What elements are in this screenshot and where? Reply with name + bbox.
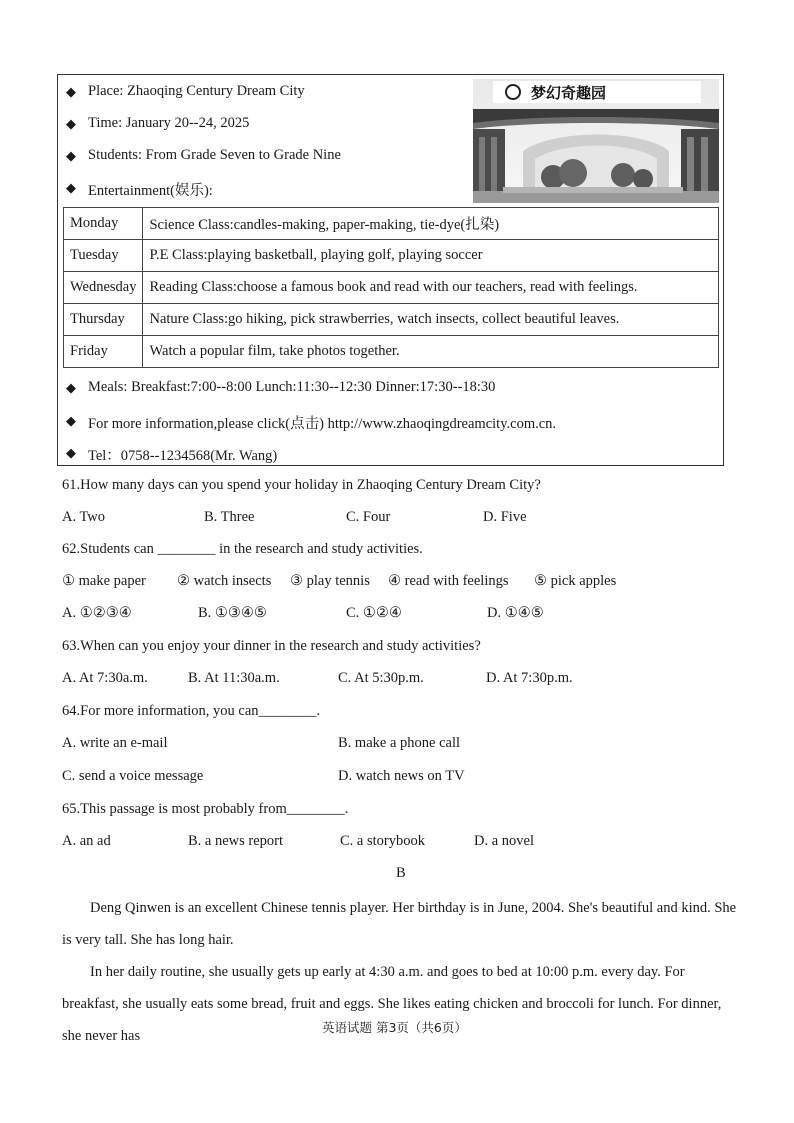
- activity-cell: Watch a popular film, take photos together.: [143, 336, 719, 368]
- passage-paragraph-2: In her daily routine, she usually gets up early at 4:30 a.m. and goes to bed at 10:00 p.m. every day. For breakfast, she usually eats some bread, fruit and eggs. She likes eating chicken and broccoli for lunch. For dinner, she never has: [62, 964, 722, 1044]
- bullet-icon: ◆: [66, 148, 76, 163]
- q62-item: ④ read with feelings: [388, 573, 509, 589]
- q65-option-d: D. a novel: [474, 833, 534, 849]
- activity-cell: Science Class:candles-making, paper-making, tie-dye(扎染): [143, 208, 719, 240]
- table-row: [64, 208, 719, 240]
- passage-paragraph-1: Deng Qinwen is an excellent Chinese tennis player. Her birthday is in June, 2004. She's beautiful and kind. She is very tall. She has long hair.: [62, 900, 737, 948]
- bullet-icon: ◆: [66, 180, 76, 195]
- q62-option-a: A. ①②③④: [62, 605, 132, 621]
- photo-sign-text: 梦幻奇趣园: [531, 84, 607, 102]
- q61-option-d: D. Five: [483, 509, 527, 525]
- meals-line: Meals: Breakfast:7:00--8:00 Lunch:11:30--12:30 Dinner:17:30--18:30: [88, 379, 496, 395]
- activity-cell: Reading Class:choose a famous book and read with our teachers, read with feelings.: [143, 272, 719, 304]
- q63-option-a: A. At 7:30a.m.: [62, 670, 148, 686]
- q64-option-c: C. send a voice message: [62, 768, 204, 784]
- schedule-table: [63, 207, 719, 368]
- day-cell: Friday: [64, 336, 143, 368]
- entertainment-line: Entertainment(娱乐):: [88, 183, 213, 199]
- q65-option-a: A. an ad: [62, 833, 111, 849]
- table-row: [64, 240, 719, 272]
- q64-option-d: D. watch news on TV: [338, 768, 465, 784]
- info-line: For more information,please click(点击) http://www.zhaoqingdreamcity.com.cn.: [88, 416, 557, 432]
- q62-item: ③ play tennis: [290, 573, 370, 589]
- bullet-icon: ◆: [66, 380, 76, 395]
- question-61-stem: 61.How many days can you spend your holiday in Zhaoqing Century Dream City?: [62, 477, 541, 493]
- page-footer: 英语试题 第3页（共6页）: [322, 1020, 467, 1035]
- q65-option-b: B. a news report: [188, 833, 284, 849]
- question-62-stem: 62.Students can ________ in the research and study activities.: [62, 541, 423, 557]
- bullet-icon: ◆: [66, 413, 76, 428]
- q63-option-b: B. At 11:30a.m.: [188, 670, 280, 686]
- q62-option-b: B. ①③④⑤: [198, 605, 267, 621]
- q64-option-b: B. make a phone call: [338, 735, 460, 751]
- question-64-stem: 64.For more information, you can________.: [62, 703, 321, 719]
- q62-item: ⑤ pick apples: [534, 573, 617, 589]
- day-cell: Tuesday: [64, 240, 143, 272]
- time-line: Time: January 20--24, 2025: [88, 115, 250, 131]
- q63-option-c: C. At 5:30p.m.: [338, 670, 424, 686]
- table-row: [64, 336, 719, 368]
- question-63-stem: 63.When can you enjoy your dinner in the research and study activities?: [62, 638, 481, 654]
- question-65-stem: 65.This passage is most probably from________.: [62, 801, 349, 817]
- q65-option-c: C. a storybook: [340, 833, 425, 849]
- bullet-icon: ◆: [66, 84, 76, 99]
- activity-cell: Nature Class:go hiking, pick strawberries, watch insects, collect beautiful leaves.: [143, 304, 719, 336]
- bullet-icon: ◆: [66, 116, 76, 131]
- q63-option-d: D. At 7:30p.m.: [486, 670, 573, 686]
- q62-option-d: D. ①④⑤: [487, 605, 544, 621]
- table-row: [64, 304, 719, 336]
- q62-item: ② watch insects: [177, 573, 272, 589]
- q61-option-b: B. Three: [204, 509, 255, 525]
- q64-option-a: A. write an e-mail: [62, 735, 168, 751]
- q61-option-c: C. Four: [346, 509, 391, 525]
- table-row: [64, 272, 719, 304]
- tel-line: Tel：0758--1234568(Mr. Wang): [88, 448, 278, 464]
- day-cell: Thursday: [64, 304, 143, 336]
- q62-item: ① make paper: [62, 573, 146, 589]
- q62-option-c: C. ①②④: [346, 605, 402, 621]
- activity-cell: P.E Class:playing basketball, playing golf, playing soccer: [143, 240, 719, 272]
- section-heading-b: B: [396, 865, 406, 881]
- place-line: Place: Zhaoqing Century Dream City: [88, 83, 305, 99]
- day-cell: Wednesday: [64, 272, 143, 304]
- park-gate-photo: [473, 79, 719, 203]
- q61-option-a: A. Two: [62, 509, 106, 525]
- students-line: Students: From Grade Seven to Grade Nine: [88, 147, 341, 163]
- day-cell: Monday: [64, 208, 143, 240]
- bullet-icon: ◆: [66, 445, 76, 460]
